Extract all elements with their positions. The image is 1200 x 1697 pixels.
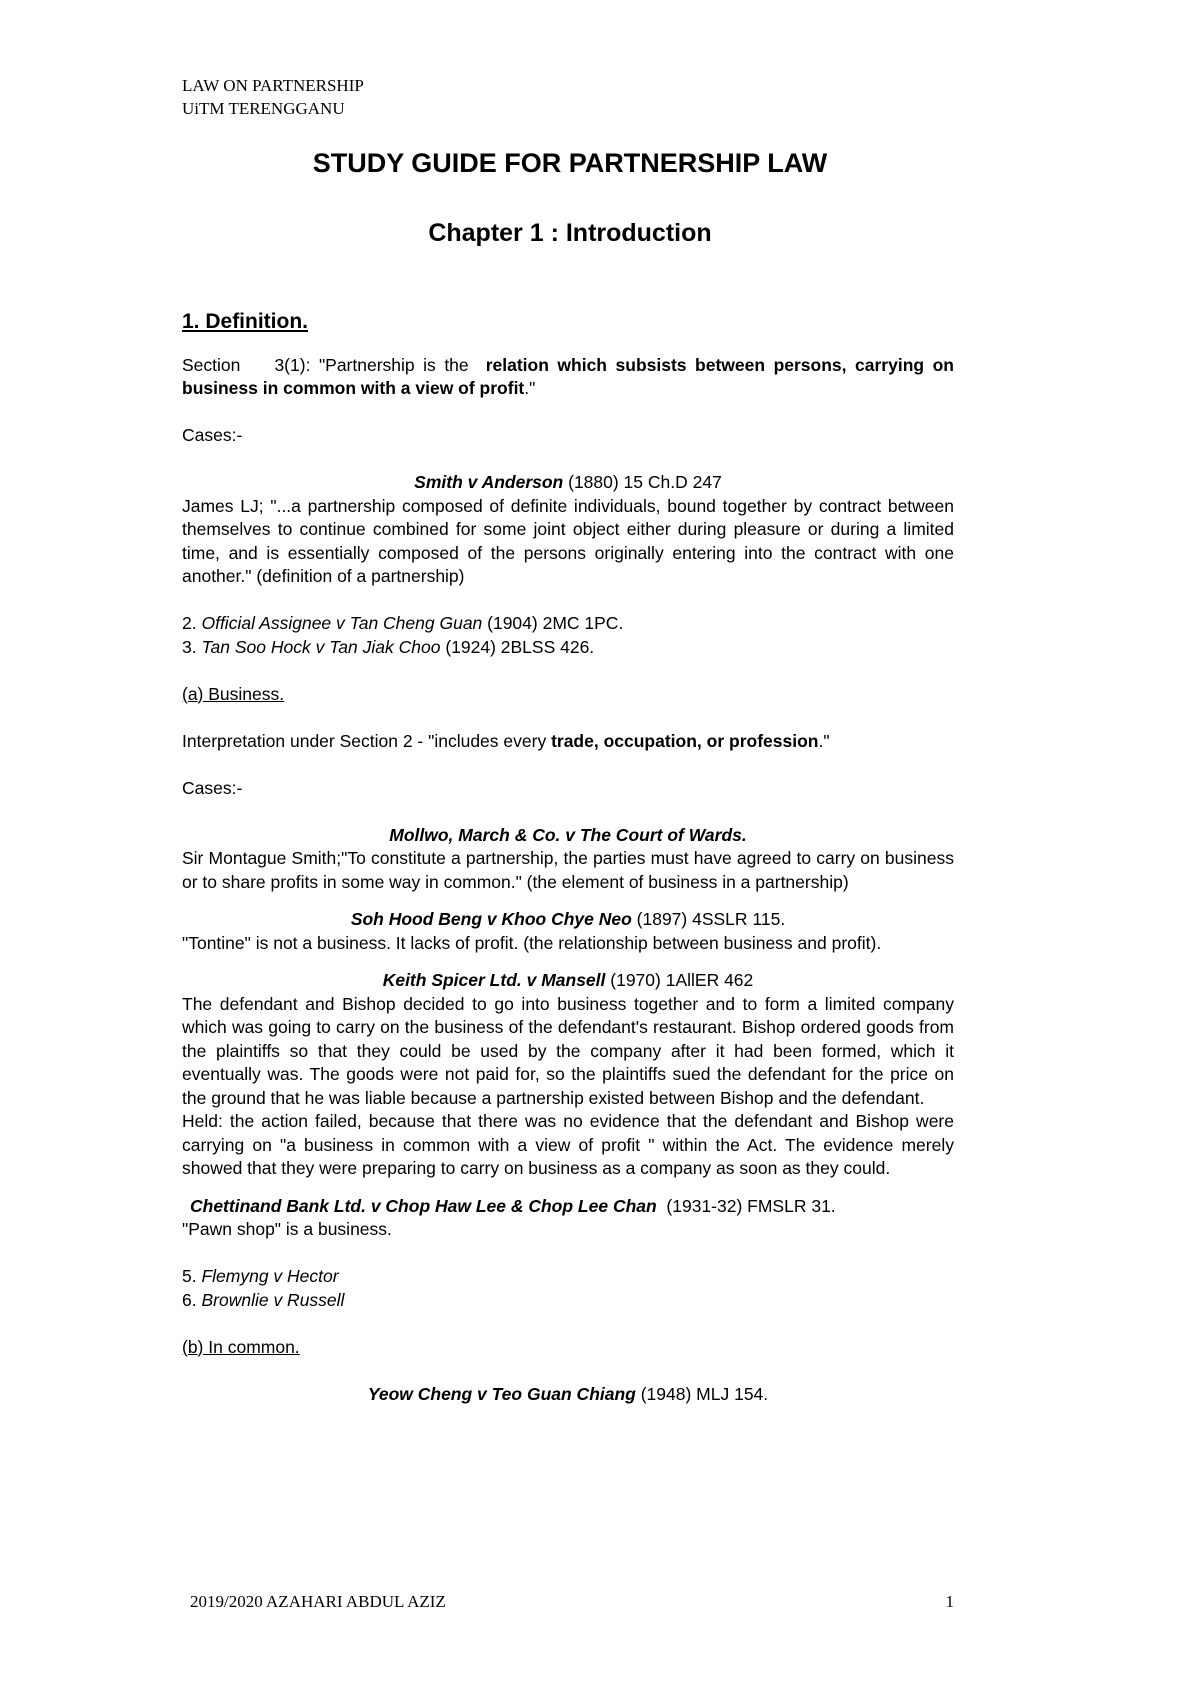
item-number: 3. xyxy=(182,636,202,657)
case-citation: (1948) MLJ 154. xyxy=(635,1383,769,1404)
list-item-3 xyxy=(182,636,954,660)
s31-bold: relation which subsists between persons, carrying on business in common with a view of profit xyxy=(182,354,954,398)
section-heading-definition: 1. Definition. xyxy=(182,310,308,333)
section-3-1-paragraph xyxy=(182,354,954,401)
page-number: 1 xyxy=(945,1592,954,1611)
case-smith-v-anderson xyxy=(182,471,954,495)
case-citation: (1924) 2BLSS 426. xyxy=(440,636,595,657)
case-keith-held: Held: the action failed, because that there was no evidence that the defendant and Bishop were carrying on "a business in common with a view of profit " within the Act. The evidence merely showed that they were preparing to carry on business as a company as soon as they could. xyxy=(182,1111,954,1178)
case-name: Chettinand Bank Ltd. v Chop Haw Lee & Chop Lee Chan xyxy=(190,1195,657,1216)
case-name: Keith Spicer Ltd. v Mansell xyxy=(382,970,606,990)
case-keith-text: The defendant and Bishop decided to go into business together and to form a limited company which was going to carry on the business of the defendant's restaurant. Bishop ordered goods from the plaintiffs so that they could be used by the company after it had been formed, which it eventually was. The goods were not paid for, so the plaintiffs sued the defendant for the price on the ground that he was liable because a partnership existed between Bishop and the defendant. xyxy=(182,993,954,1108)
case-name: Soh Hood Beng v Khoo Chye Neo xyxy=(350,909,632,929)
running-footer xyxy=(190,1592,954,1612)
header-line-2: UiTM TERENGGANU xyxy=(182,99,345,118)
footer-author: 2019/2020 AZAHARI ABDUL AZIZ xyxy=(190,1592,446,1611)
item-number: 2. xyxy=(182,613,202,633)
interp-prefix: Interpretation under Section 2 - "includes every xyxy=(182,730,552,751)
interpretation-paragraph xyxy=(182,730,954,754)
case-chettinand xyxy=(182,1195,954,1219)
cases-label-2: Cases:- xyxy=(182,777,243,798)
s31-suffix: ." xyxy=(524,378,536,398)
case-mollwo xyxy=(182,824,954,848)
case-citation: (1897) 4SSLR 115. xyxy=(631,909,786,929)
case-citation: (1931-32) FMSLR 31. xyxy=(656,1195,836,1216)
case-mollwo-text: Sir Montague Smith;"To constitute a partnership, the parties must have agreed to carry on business or to share profits in some way in common." (the element of business in a partnership) xyxy=(182,848,954,892)
header-line-1: LAW ON PARTNERSHIP xyxy=(182,76,364,95)
s31-prefix: Section 3(1): "Partnership is the xyxy=(182,354,486,375)
case-keith-spicer xyxy=(182,969,954,993)
item-number: 6. xyxy=(182,1289,202,1310)
cases-label-1: Cases:- xyxy=(182,425,243,445)
interp-bold: trade, occupation, or profession xyxy=(551,730,819,751)
case-name: Official Assignee v Tan Cheng Guan xyxy=(201,613,483,633)
list-item-6 xyxy=(182,1289,954,1313)
interp-suffix: ." xyxy=(818,730,830,751)
case-soh-text: "Tontine" is not a business. It lacks of profit. (the relationship between business and profit). xyxy=(182,932,882,953)
subsection-heading-business: (a) Business. xyxy=(182,683,285,704)
case-name: Flemyng v Hector xyxy=(201,1266,339,1286)
chapter-title: Chapter 1 : Introduction xyxy=(428,219,712,247)
case-chettinand-text: "Pawn shop" is a business. xyxy=(182,1219,392,1239)
main-content xyxy=(182,310,954,1406)
case-yeow-cheng xyxy=(182,1383,954,1407)
case-citation: (1880) 15 Ch.D 247 xyxy=(563,472,722,492)
document-title: STUDY GUIDE FOR PARTNERSHIP LAW xyxy=(312,148,828,178)
list-item-2 xyxy=(182,612,954,636)
case-name: Yeow Cheng v Teo Guan Chiang xyxy=(367,1383,636,1404)
case-name: Brownlie v Russell xyxy=(201,1289,345,1310)
subsection-heading-in-common: (b) In common. xyxy=(182,1336,300,1357)
case-name: Mollwo, March & Co. v The Court of Wards. xyxy=(389,824,747,845)
running-header xyxy=(182,74,364,120)
case-soh-hood-beng xyxy=(182,908,954,932)
item-number: 5. xyxy=(182,1266,202,1286)
case-smith-text: James LJ; "...a partnership composed of definite individuals, bound together by contract between themselves to continue combined for some joint object either during pleasure or during a limited time, and is essentially composed of the persons originally entering into the contract with one another." (definition of a partnership) xyxy=(182,495,954,586)
case-citation: (1904) 2MC 1PC. xyxy=(482,613,624,633)
case-name: Smith v Anderson xyxy=(414,472,564,492)
case-citation: (1970) 1AllER 462 xyxy=(605,970,754,990)
list-item-5 xyxy=(182,1265,954,1289)
case-name: Tan Soo Hock v Tan Jiak Choo xyxy=(201,636,441,657)
